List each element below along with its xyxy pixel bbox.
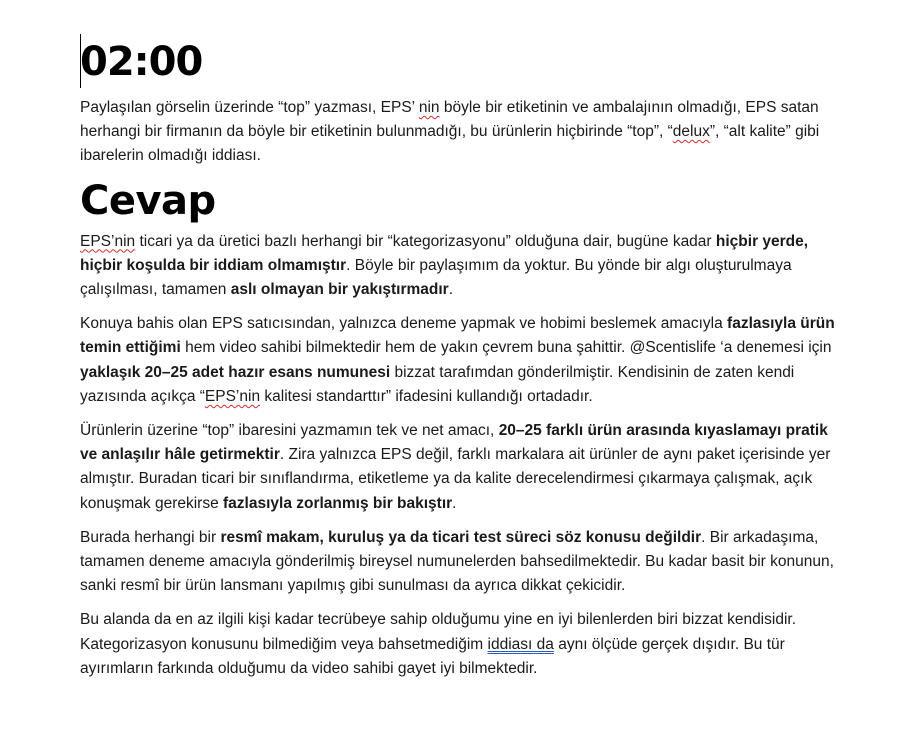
intro-paragraph: [80, 96, 840, 169]
bold-text: aslı olmayan bir yakıştırmadır: [230, 281, 449, 299]
bold-text: 20–25 farklı ürün arasında kıyaslamayı pratik ve anlaşılır hâle getirmektir: [80, 422, 828, 464]
text-run: kalitesi standarttır” ifadesini kullandığı ortadadır.: [260, 387, 593, 405]
text-run: hem video sahibi bilmektedir hem de yakın çevrem buna şahittir. @Scentislife ‘a denemesi için: [180, 339, 832, 357]
grammar-flagged-phrase: iddiası da: [487, 635, 554, 653]
answer-paragraph-3: [80, 419, 840, 516]
text-run: böyle bir etiketinin ve ambalajının olmadığı, EPS satan herhangi bir firmanın da böyle bir etiketinin bulunmadığı, bu ürünlerin hiçbirinde “top”, “: [80, 99, 819, 141]
bold-text: fazlasıyla ürün temin ettiğimi: [80, 315, 835, 357]
text-run: ”, “alt kalite” gibi ibarelerin olmadığı iddiası.: [80, 123, 820, 165]
text-run: ticari ya da üretici bazlı herhangi bir “kategorizasyonu” olduğuna dair, bugüne kadar: [135, 232, 716, 250]
timer-heading: 02:00: [80, 39, 203, 85]
answer-paragraph-1: [80, 230, 840, 303]
document-page[interactable]: [80, 34, 840, 681]
text-run: Paylaşılan görselin üzerinde “top” yazması, EPS’: [80, 99, 419, 116]
bold-text: fazlasıyla zorlanmış bir bakıştır: [223, 494, 453, 512]
spellcheck-flagged-word: nin: [418, 99, 440, 116]
answer-heading: Cevap: [80, 177, 216, 224]
text-run: . Bir arkadaşıma, tamamen deneme amacıyla gönderilmiş bireysel numunelerden bahsedilmektedir. Bu kadar basit bir konunun, sanki resmî bir ürün lansmanı yapılmış gibi sunulması da ayrıca dikkat çekicidir.: [80, 528, 834, 595]
text-run: . Böyle bir paylaşımım da yoktur. Bu yönde bir algı oluşturulmaya çalışılması, tamamen: [80, 256, 792, 299]
text-run: . Zira yalnızca EPS değil, farklı markalara ait ürünler de aynı paket içerisinde yer almıştır. Buradan ticari bir sınıflandırma, etiketleme ya da kalite derecelendirmesi çıkarmaya çalışmak, açık konuşmak gerekirse: [80, 446, 831, 512]
bold-text: hiçbir yerde, hiçbir koşulda bir iddiam olmamıştır: [80, 232, 809, 274]
bold-text: yaklaşık 20–25 adet hazır esans numunesi: [80, 363, 391, 381]
text-run: bizzat tarafımdan gönderilmiştir. Kendisinin de zaten kendi yazısında açıkça “: [80, 363, 795, 405]
answer-paragraph-2: [80, 312, 840, 409]
text-run: Bu alanda da en az ilgili kişi kadar tecrübeye sahip olduğumu yine en iyi bilenlerden biri bizzat kendisidir. Kategorizasyon konusunu bilmediğim veya bahsetmediğim: [80, 611, 796, 653]
spellcheck-flagged-word: delux: [672, 123, 710, 141]
text-run: .: [448, 281, 454, 299]
text-run: Ürünlerin üzerine “top” ibaresini yazmamın tek ve net amacı,: [80, 422, 499, 440]
spellcheck-flagged-word: EPS’nin: [204, 387, 261, 405]
answer-paragraph-4: [80, 526, 840, 599]
bold-text: resmî makam, kuruluş ya da ticari test süreci söz konusu değildir: [220, 528, 702, 546]
text-run: aynı ölçüde gerçek dışıdır. Bu tür ayırımların farkında olduğumu da video sahibi gayet iyi bilmektedir.: [80, 635, 785, 677]
text-run: Konuya bahis olan EPS satıcısından, yalnızca deneme yapmak ve hobimi beslemek amacıyla: [80, 315, 728, 333]
text-run: .: [452, 494, 457, 512]
spellcheck-flagged-word: EPS’nin: [80, 232, 136, 250]
text-run: Burada herhangi bir: [80, 528, 221, 546]
answer-paragraph-5: [80, 608, 840, 681]
